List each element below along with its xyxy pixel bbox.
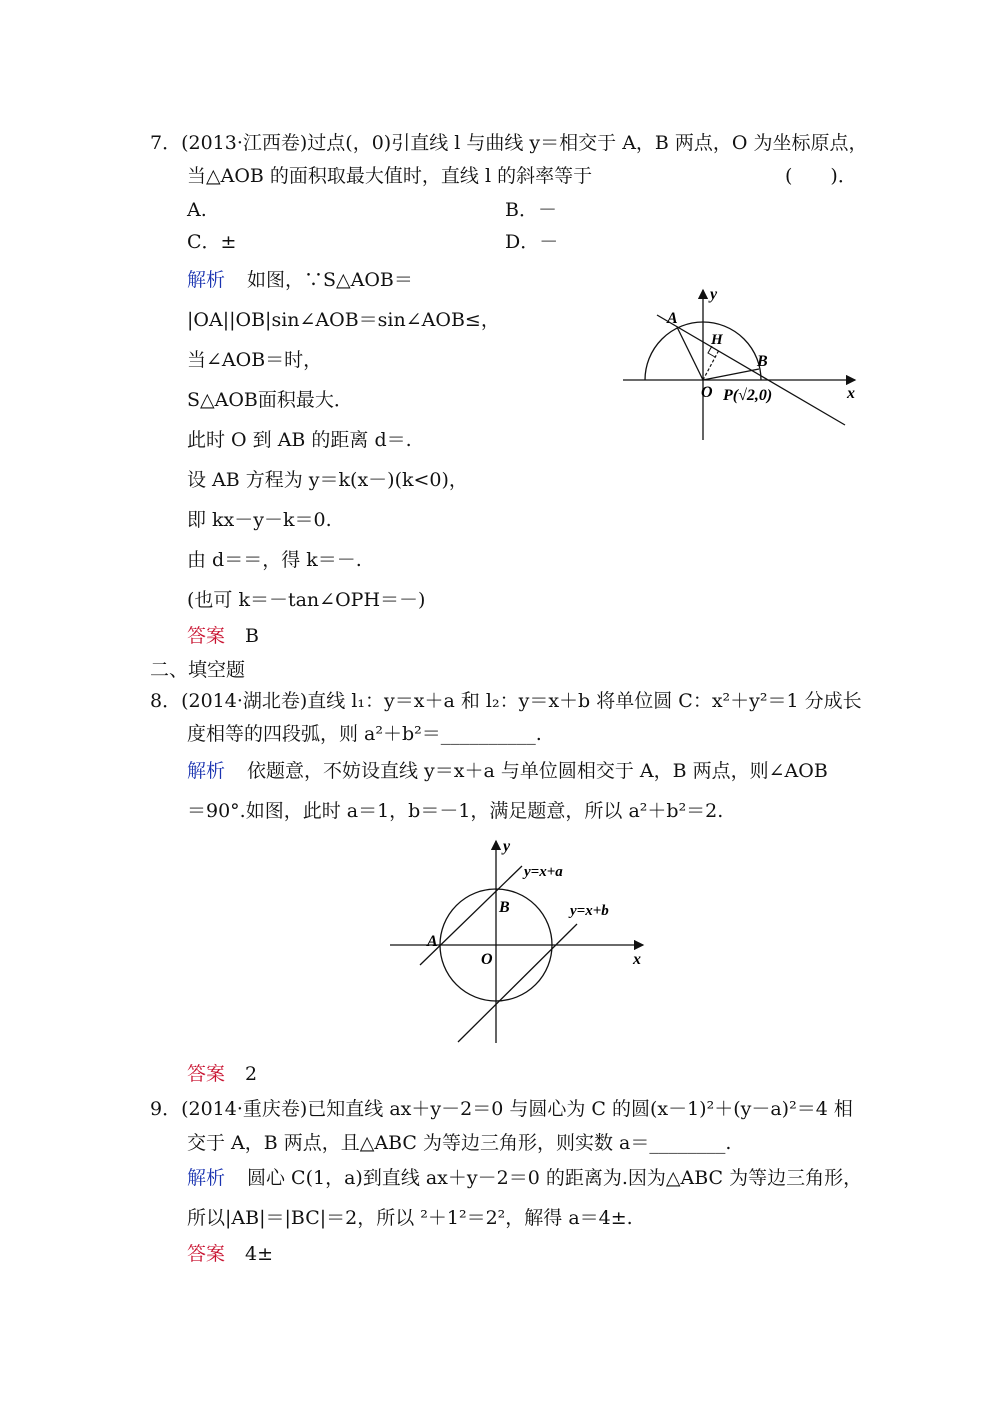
q7-fig-label-a: A <box>667 310 678 327</box>
q7-fig-label-p: P(√2,0) <box>723 387 773 404</box>
q8-fig-label-y: y <box>503 838 511 855</box>
q7-option-b: B．－ <box>505 199 557 221</box>
q8-answer: 2 <box>245 1063 258 1085</box>
q7-analysis-2: 当∠AOB＝时， <box>187 349 323 371</box>
q7-fig-label-x: x <box>847 385 855 402</box>
q8-analysis-2: ＝90°.如图，此时 a＝1，b＝－1，满足题意，所以 a²＋b²＝2. <box>187 800 724 822</box>
q7-line2: 当△AOB 的面积取最大值时，直线 l 的斜率等于 <box>187 165 593 187</box>
q9-analysis-2: 所以|AB|＝|BC|＝2，所以 ²＋1²＝2²，解得 a＝4±. <box>187 1207 633 1229</box>
q8-line-b <box>458 924 577 1042</box>
section-title: 二、填空题 <box>150 659 246 681</box>
q7-paren: ( )． <box>785 165 857 187</box>
q7-fig-label-o: O <box>701 384 713 401</box>
q8-analysis-label: 解析 <box>187 760 226 782</box>
q8-fig-label-lb: y=x+b <box>570 903 609 919</box>
q7-option-c: C．± <box>187 231 237 253</box>
q8-fig-label-a: A <box>427 933 438 950</box>
q7-option-d: D．－ <box>505 231 559 253</box>
q8-answer-label: 答案 <box>187 1063 226 1085</box>
q7-option-a: A. <box>187 199 207 221</box>
q8-fig-label-x: x <box>633 951 641 968</box>
q7-answer: B <box>245 625 259 647</box>
q7-analysis-1: |OA||OB|sin∠AOB＝sin∠AOB≤， <box>187 309 500 331</box>
q7-analysis-4: 此时 O 到 AB 的距离 d＝. <box>187 429 412 451</box>
q9-line1: 9．(2014·重庆卷)已知直线 ax＋y－2＝0 与圆心为 C 的圆(x－1)²＋(y－a)²＝4 相 <box>150 1098 853 1120</box>
q7-answer-label: 答案 <box>187 625 226 647</box>
q9-answer: 4± <box>245 1243 274 1265</box>
q7-fig-label-b: B <box>757 353 768 370</box>
q9-line2: 交于 A，B 两点，且△ABC 为等边三角形，则实数 a＝________. <box>187 1132 732 1154</box>
q8-line2: 度相等的四段弧，则 a²＋b²＝__________. <box>187 723 542 745</box>
q7-analysis-8: (也可 k＝－tan∠OPH＝－) <box>187 589 426 611</box>
q7-analysis-label: 解析 <box>187 269 226 291</box>
q7-fig-label-h: H <box>711 332 723 348</box>
q7-figure <box>615 285 865 445</box>
q8-line1: 8．(2014·湖北卷)直线 l₁：y＝x＋a 和 l₂：y＝x＋b 将单位圆 C：x²＋y²＝1 分成长 <box>150 690 862 712</box>
q8-fig-label-b: B <box>499 899 510 916</box>
q9-answer-label: 答案 <box>187 1243 226 1265</box>
q7-analysis-0: 如图，∵S△AOB＝ <box>247 269 413 291</box>
q7-analysis-6: 即 kx－y－k＝0. <box>187 509 332 531</box>
q8-fig-label-o: O <box>481 951 493 968</box>
q8-analysis-1: 依题意，不妨设直线 y＝x＋a 与单位圆相交于 A，B 两点，则∠AOB <box>247 760 828 782</box>
q7-line1: 7．(2013·江西卷)过点(，0)引直线 l 与曲线 y＝相交于 A，B 两点，O 为坐标原点， <box>150 132 868 154</box>
q7-analysis-3: S△AOB面积最大． <box>187 389 353 411</box>
q9-analysis-1: 圆心 C(1，a)到直线 ax＋y－2＝0 的距离为.因为△ABC 为等边三角形， <box>247 1167 863 1189</box>
q8-figure <box>385 838 655 1048</box>
q7-analysis-7: 由 d＝＝，得 k＝－. <box>187 549 362 571</box>
q7-fig-label-y: y <box>710 286 718 303</box>
q9-analysis-label: 解析 <box>187 1167 226 1189</box>
q7-segment-ob <box>703 369 759 380</box>
q8-fig-label-la: y=x+a <box>524 864 563 880</box>
q7-analysis-5: 设 AB 方程为 y＝k(x－)(k<0)， <box>187 469 468 491</box>
